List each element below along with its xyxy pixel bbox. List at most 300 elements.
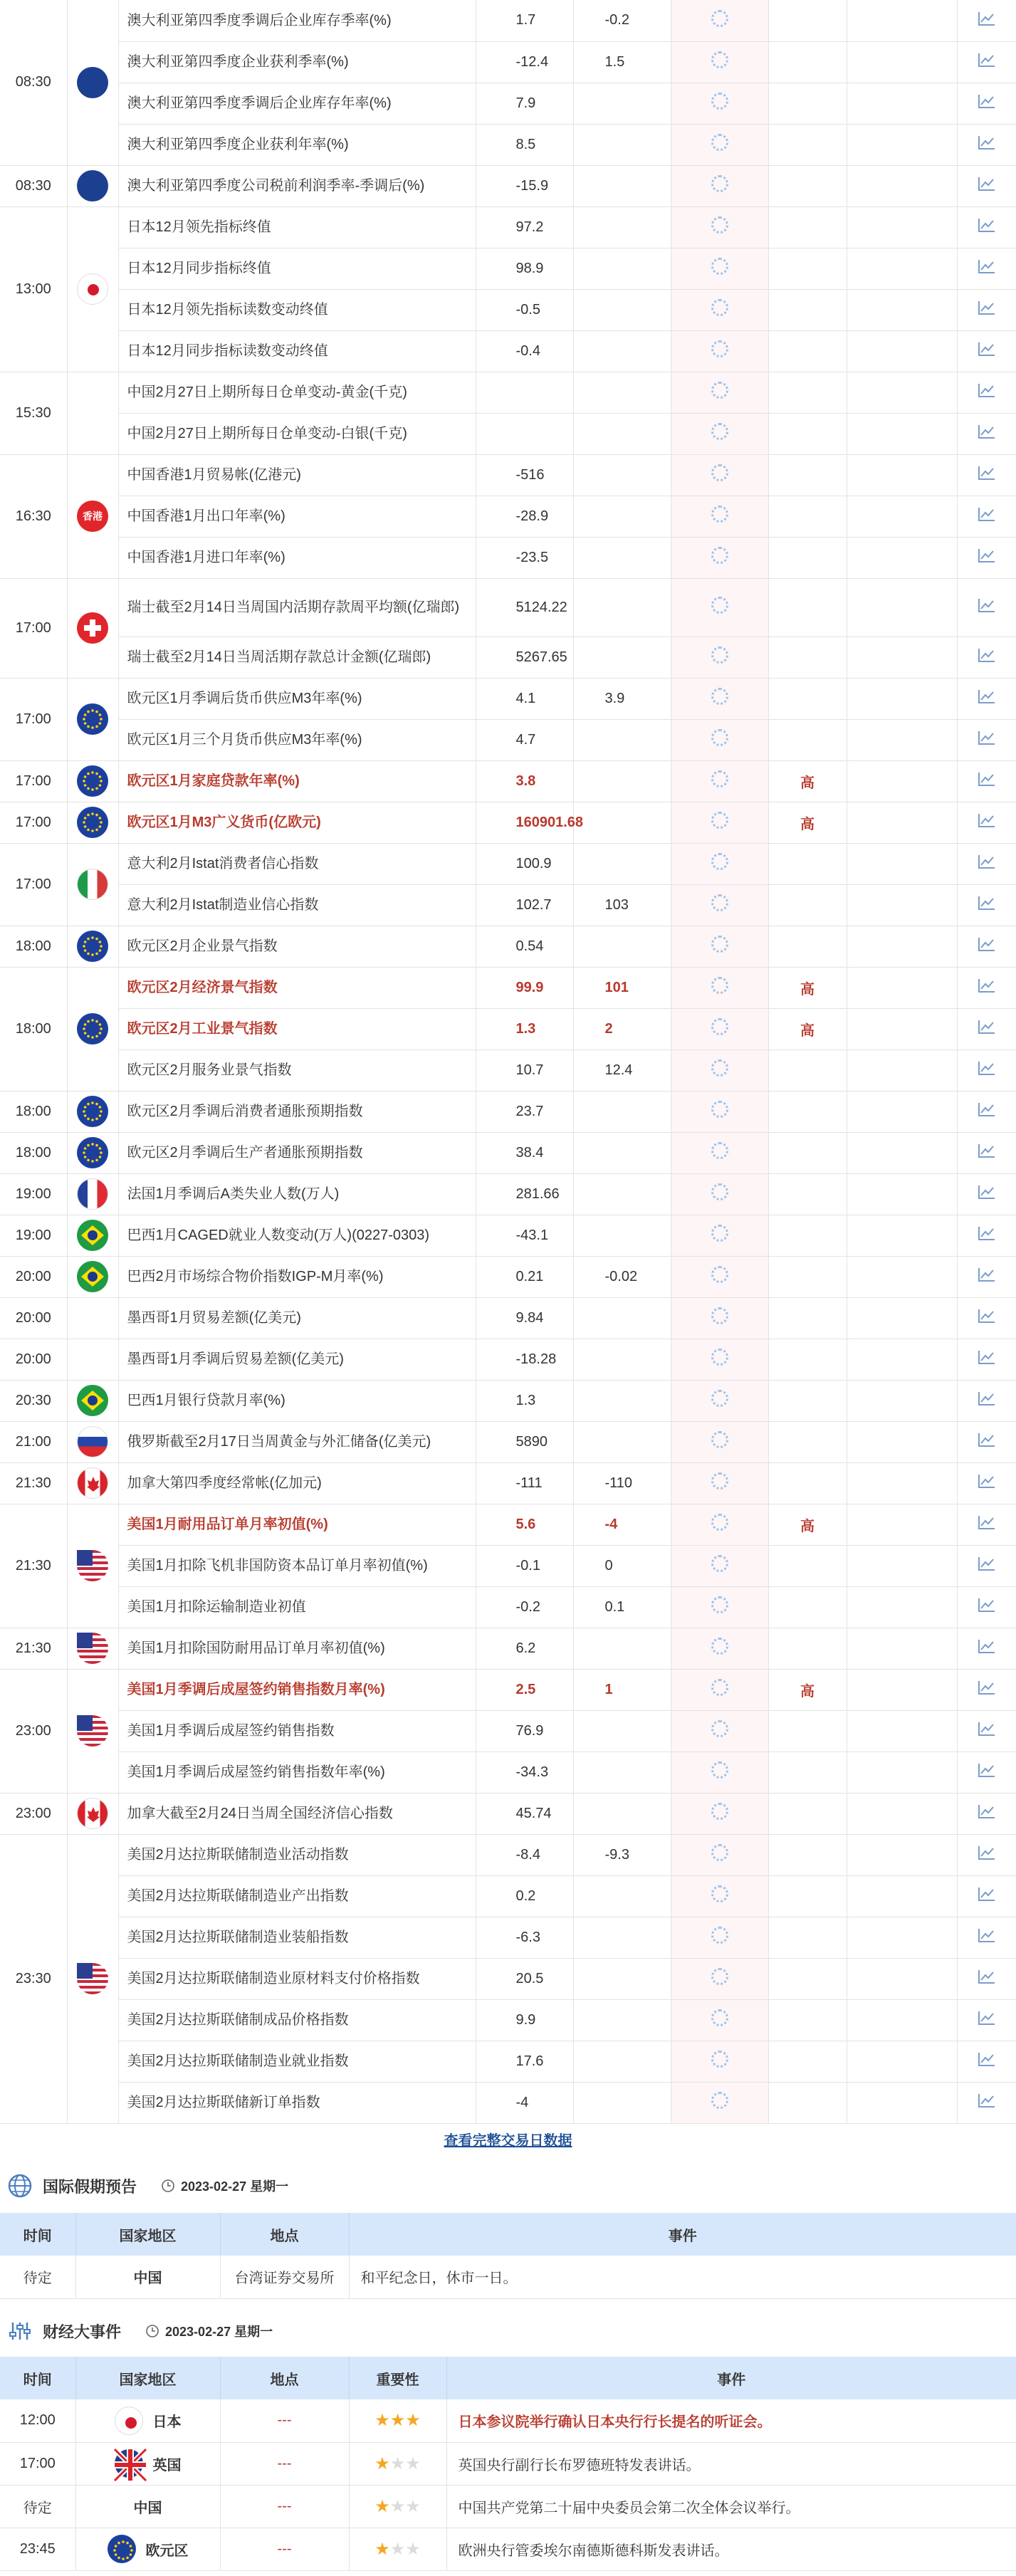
indicator-row[interactable] (0, 206, 1016, 248)
indicator-row[interactable] (0, 578, 1016, 637)
chart-icon[interactable] (978, 854, 996, 869)
previous-value (476, 372, 573, 413)
loading-spinner-icon (711, 299, 728, 316)
forecast-value (573, 926, 671, 967)
importance-label (768, 578, 847, 637)
chart-cell[interactable] (957, 165, 1016, 206)
chart-icon[interactable] (978, 258, 996, 274)
indicator-row[interactable] (0, 884, 1016, 926)
chart-icon[interactable] (978, 1225, 996, 1241)
chart-icon[interactable] (978, 52, 996, 68)
indicator-name[interactable]: 美国1月扣除国防耐用品订单月率初值(%) (118, 1628, 476, 1669)
chart-icon[interactable] (978, 1762, 996, 1778)
chart-icon[interactable] (978, 1391, 996, 1406)
indicator-name[interactable]: 美国2月达拉斯联储制造业就业指数 (118, 2041, 476, 2082)
chart-cell[interactable] (957, 578, 1016, 637)
empty-cell (847, 372, 957, 413)
loading-spinner-icon (711, 1472, 728, 1489)
indicator-row[interactable] (0, 1834, 1016, 1875)
chart-cell[interactable] (957, 1586, 1016, 1628)
chart-icon[interactable] (978, 1143, 996, 1158)
chart-icon[interactable] (978, 2010, 996, 2026)
indicator-name[interactable]: 澳大利亚第四季度公司税前利润季率-季调后(%) (118, 165, 476, 206)
indicator-name[interactable]: 美国2月达拉斯联储制造业装船指数 (118, 1917, 476, 1958)
country-flag-cell (67, 1215, 118, 1256)
empty-cell (847, 1256, 957, 1297)
indicator-name[interactable]: 美国1月季调后成屋签约销售指数月率(%) (118, 1669, 476, 1710)
indicator-row[interactable] (0, 1504, 1016, 1545)
chart-cell[interactable] (957, 1628, 1016, 1669)
chart-cell[interactable] (957, 884, 1016, 926)
forecast-value: 101 (573, 967, 671, 1008)
previous-value: -23.5 (476, 537, 573, 578)
indicator-name[interactable]: 欧元区1月三个月货币供应M3年率(%) (118, 719, 476, 760)
loading-spinner-icon (711, 894, 728, 911)
forecast-value (573, 1173, 671, 1215)
chart-icon[interactable] (978, 217, 996, 233)
actual-value-cell (671, 372, 768, 413)
chart-icon[interactable] (978, 506, 996, 522)
indicator-name[interactable]: 欧元区2月经济景气指数 (118, 967, 476, 1008)
chart-cell[interactable] (957, 1545, 1016, 1586)
country-flag-cell (67, 1297, 118, 1339)
indicator-row[interactable] (0, 1793, 1016, 1834)
release-time: 18:00 (0, 926, 67, 967)
chart-cell[interactable] (957, 1752, 1016, 1793)
indicator-row[interactable] (0, 1380, 1016, 1421)
chart-icon[interactable] (978, 1680, 996, 1695)
russia-flag-icon (77, 1426, 108, 1457)
indicator-row[interactable] (0, 1710, 1016, 1752)
loading-spinner-icon (711, 1349, 728, 1366)
chart-icon[interactable] (978, 1927, 996, 1943)
chart-icon[interactable] (978, 936, 996, 952)
forecast-value (573, 165, 671, 206)
indicator-row[interactable] (0, 1628, 1016, 1669)
indicator-row[interactable] (0, 719, 1016, 760)
previous-value: 6.2 (476, 1628, 573, 1669)
previous-value: 99.9 (476, 967, 573, 1008)
chart-icon[interactable] (978, 730, 996, 745)
chart-icon[interactable] (978, 548, 996, 563)
previous-value: 102.7 (476, 884, 573, 926)
indicator-row[interactable] (0, 330, 1016, 372)
indicator-name[interactable]: 美国1月扣除飞机非国防资本品订单月率初值(%) (118, 1545, 476, 1586)
importance-label (768, 1339, 847, 1380)
eu-flag-icon (77, 1013, 108, 1044)
indicator-name[interactable]: 意大利2月Istat制造业信心指数 (118, 884, 476, 926)
empty-cell (847, 1173, 957, 1215)
loading-spinner-icon (711, 977, 728, 994)
importance-label (768, 2082, 847, 2123)
indicator-name[interactable]: 日本12月领先指标终值 (118, 206, 476, 248)
country-flag-cell (67, 1421, 118, 1462)
indicator-row[interactable] (0, 802, 1016, 843)
loading-spinner-icon (711, 1307, 728, 1324)
chart-cell[interactable] (957, 1793, 1016, 1834)
importance-label (768, 496, 847, 537)
indicator-name[interactable]: 欧元区2月季调后消费者通胀预期指数 (118, 1091, 476, 1132)
chart-icon[interactable] (978, 465, 996, 481)
indicator-row[interactable] (0, 248, 1016, 289)
indicator-name[interactable]: 美国1月扣除运输制造业初值 (118, 1586, 476, 1628)
chart-icon[interactable] (978, 1267, 996, 1282)
star-icon: ★ (375, 2496, 390, 2516)
indicator-name[interactable]: 中国2月27日上期所每日仓单变动-白银(千克) (118, 413, 476, 454)
view-full-data-link[interactable]: 查看完整交易日数据 (444, 2133, 572, 2149)
chart-icon[interactable] (978, 1349, 996, 1365)
indicator-name[interactable]: 美国2月达拉斯联储制造业产出指数 (118, 1875, 476, 1917)
chart-icon[interactable] (978, 424, 996, 439)
forecast-value (573, 248, 671, 289)
chart-cell[interactable] (957, 1958, 1016, 1999)
indicator-row[interactable] (0, 1958, 1016, 1999)
chart-cell[interactable] (957, 719, 1016, 760)
release-time: 23:30 (0, 1834, 67, 2123)
holiday-time: 待定 (0, 2256, 75, 2298)
indicator-row[interactable] (0, 454, 1016, 496)
country-flag-cell (67, 1504, 118, 1628)
indicator-row[interactable] (0, 760, 1016, 802)
importance-label (768, 41, 847, 83)
chart-cell[interactable] (957, 454, 1016, 496)
chart-icon[interactable] (978, 978, 996, 993)
empty-cell (847, 206, 957, 248)
chart-cell[interactable] (957, 413, 1016, 454)
indicator-row[interactable] (0, 1008, 1016, 1049)
chart-icon[interactable] (978, 1184, 996, 1200)
chart-cell[interactable] (957, 289, 1016, 330)
indicator-row[interactable] (0, 496, 1016, 537)
chart-icon[interactable] (978, 1803, 996, 1819)
eu-flag-icon (77, 765, 108, 797)
chart-icon[interactable] (978, 1845, 996, 1860)
chart-cell[interactable] (957, 843, 1016, 884)
indicator-name[interactable]: 欧元区1月季调后货币供应M3年率(%) (118, 678, 476, 719)
chart-cell[interactable] (957, 2041, 1016, 2082)
importance-label (768, 1834, 847, 1875)
indicator-row[interactable] (0, 2041, 1016, 2082)
indicator-name[interactable]: 欧元区2月季调后生产者通胀预期指数 (118, 1132, 476, 1173)
chart-icon[interactable] (978, 1721, 996, 1737)
forecast-value (573, 802, 671, 843)
actual-value-cell (671, 1380, 768, 1421)
chart-icon[interactable] (978, 2051, 996, 2067)
chart-cell[interactable] (957, 1091, 1016, 1132)
previous-value: 17.6 (476, 2041, 573, 2082)
chart-cell[interactable] (957, 1008, 1016, 1049)
chart-cell[interactable] (957, 1875, 1016, 1917)
chart-cell[interactable] (957, 2082, 1016, 2123)
indicator-name[interactable]: 意大利2月Istat消费者信心指数 (118, 843, 476, 884)
previous-value: 3.8 (476, 760, 573, 802)
indicator-row[interactable] (0, 1421, 1016, 1462)
indicator-name[interactable]: 美国1月季调后成屋签约销售指数年率(%) (118, 1752, 476, 1793)
chart-icon[interactable] (978, 1473, 996, 1489)
loading-spinner-icon (711, 423, 728, 440)
chart-cell[interactable] (957, 1173, 1016, 1215)
forecast-value: -0.2 (573, 0, 671, 41)
indicator-name[interactable]: 澳大利亚第四季度企业获利年率(%) (118, 124, 476, 165)
chart-icon[interactable] (978, 2093, 996, 2108)
actual-value-cell (671, 83, 768, 124)
previous-value: 5890 (476, 1421, 573, 1462)
chart-cell[interactable] (957, 330, 1016, 372)
indicator-name[interactable]: 美国2月达拉斯联储制成品价格指数 (118, 1999, 476, 2041)
chart-cell[interactable] (957, 1421, 1016, 1462)
release-time: 17:00 (0, 802, 67, 843)
brazil-flag-icon (77, 1220, 108, 1251)
event-place: --- (220, 2528, 349, 2570)
chart-icon[interactable] (978, 1432, 996, 1447)
chart-cell[interactable] (957, 248, 1016, 289)
previous-value: -28.9 (476, 496, 573, 537)
indicator-name[interactable]: 欧元区2月工业景气指数 (118, 1008, 476, 1049)
chart-icon[interactable] (978, 176, 996, 192)
chart-cell[interactable] (957, 1049, 1016, 1091)
event-time: 12:00 (0, 2399, 75, 2442)
indicator-name[interactable]: 巴西2月市场综合物价指数IGP-M月率(%) (118, 1256, 476, 1297)
chart-cell[interactable] (957, 926, 1016, 967)
indicator-row[interactable] (0, 1462, 1016, 1504)
indicator-row[interactable] (0, 1173, 1016, 1215)
indicator-row[interactable] (0, 1297, 1016, 1339)
chart-cell[interactable] (957, 1917, 1016, 1958)
indicator-row[interactable] (0, 1339, 1016, 1380)
indicator-name[interactable]: 美国2月达拉斯联储制造业原材料支付价格指数 (118, 1958, 476, 1999)
indicator-name[interactable]: 法国1月季调后A类失业人数(万人) (118, 1173, 476, 1215)
indicator-name[interactable]: 欧元区1月M3广义货币(亿欧元) (118, 802, 476, 843)
loading-spinner-icon (711, 506, 728, 523)
forecast-value (573, 1628, 671, 1669)
indicator-name[interactable]: 美国2月达拉斯联储新订单指数 (118, 2082, 476, 2123)
indicator-name[interactable]: 美国1月耐用品订单月率初值(%) (118, 1504, 476, 1545)
chart-icon[interactable] (978, 1969, 996, 1984)
previous-value: 98.9 (476, 248, 573, 289)
actual-value-cell (671, 1999, 768, 2041)
event-description: 英国央行副行长布罗德班特发表讲话。 (446, 2442, 1016, 2485)
indicator-name[interactable]: 日本12月领先指标读数变动终值 (118, 289, 476, 330)
indicator-row[interactable] (0, 926, 1016, 967)
country-flag-cell (67, 1256, 118, 1297)
indicator-name[interactable]: 俄罗斯截至2月17日当周黄金与外汇储备(亿美元) (118, 1421, 476, 1462)
chart-icon[interactable] (978, 895, 996, 911)
chart-cell[interactable] (957, 1256, 1016, 1297)
forecast-value (573, 2082, 671, 2123)
globe-icon (6, 2172, 34, 2200)
chart-icon[interactable] (978, 1060, 996, 1076)
chart-icon[interactable] (978, 1101, 996, 1117)
indicator-name[interactable]: 中国香港1月贸易帐(亿港元) (118, 454, 476, 496)
indicator-row[interactable] (0, 1091, 1016, 1132)
indicator-name[interactable]: 中国2月27日上期所每日仓单变动-黄金(千克) (118, 372, 476, 413)
chart-cell[interactable] (957, 0, 1016, 41)
indicator-row[interactable] (0, 83, 1016, 124)
indicator-name[interactable]: 日本12月同步指标读数变动终值 (118, 330, 476, 372)
indicator-name[interactable]: 中国香港1月进口年率(%) (118, 537, 476, 578)
indicator-name[interactable]: 美国2月达拉斯联储制造业活动指数 (118, 1834, 476, 1875)
indicator-name[interactable]: 欧元区2月服务业景气指数 (118, 1049, 476, 1091)
loading-spinner-icon (711, 1596, 728, 1613)
previous-value: 0.54 (476, 926, 573, 967)
indicator-row[interactable] (0, 2082, 1016, 2123)
actual-value-cell (671, 1421, 768, 1462)
country-flag-cell (67, 1173, 118, 1215)
previous-value: 100.9 (476, 843, 573, 884)
previous-value: 7.9 (476, 83, 573, 124)
previous-value: 4.1 (476, 678, 573, 719)
loading-spinner-icon (711, 1225, 728, 1242)
actual-value-cell (671, 1049, 768, 1091)
indicator-name[interactable]: 欧元区1月家庭贷款年率(%) (118, 760, 476, 802)
indicator-name[interactable]: 巴西1月CAGED就业人数变动(万人)(0227-0303) (118, 1215, 476, 1256)
chart-cell[interactable] (957, 1710, 1016, 1752)
indicator-name[interactable]: 巴西1月银行贷款月率(%) (118, 1380, 476, 1421)
chart-icon[interactable] (978, 1597, 996, 1613)
chart-icon[interactable] (978, 1308, 996, 1324)
indicator-name[interactable]: 瑞士截至2月14日当周活期存款总计金额(亿瑞郎) (118, 637, 476, 678)
indicator-row[interactable] (0, 1999, 1016, 2041)
indicator-row[interactable] (0, 637, 1016, 678)
indicator-row[interactable] (0, 41, 1016, 83)
event-column-header: 事件 (446, 2357, 1016, 2399)
indicator-row[interactable] (0, 1256, 1016, 1297)
empty-cell (847, 537, 957, 578)
empty-cell (847, 1297, 957, 1339)
empty-cell (847, 1834, 957, 1875)
chart-icon[interactable] (978, 1514, 996, 1530)
forecast-value: -4 (573, 1504, 671, 1545)
actual-value-cell (671, 289, 768, 330)
indicator-name[interactable]: 瑞士截至2月14日当周国内活期存款周平均额(亿瑞郎) (118, 578, 476, 637)
chart-cell[interactable] (957, 496, 1016, 537)
chart-icon[interactable] (978, 382, 996, 398)
indicator-row[interactable] (0, 1752, 1016, 1793)
indicator-row[interactable] (0, 843, 1016, 884)
indicator-row[interactable] (0, 1049, 1016, 1091)
indicator-row[interactable] (0, 1917, 1016, 1958)
chart-icon[interactable] (978, 11, 996, 26)
indicator-row[interactable] (0, 1132, 1016, 1173)
chart-cell[interactable] (957, 1462, 1016, 1504)
empty-cell (847, 1875, 957, 1917)
chart-cell[interactable] (957, 1132, 1016, 1173)
chart-icon[interactable] (978, 1638, 996, 1654)
chart-cell[interactable] (957, 1834, 1016, 1875)
chart-cell[interactable] (957, 1339, 1016, 1380)
indicator-row[interactable] (0, 1545, 1016, 1586)
chart-cell[interactable] (957, 1215, 1016, 1256)
chart-cell[interactable] (957, 967, 1016, 1008)
loading-spinner-icon (711, 597, 728, 614)
indicator-row[interactable] (0, 372, 1016, 413)
chart-icon[interactable] (978, 771, 996, 787)
forecast-value (573, 760, 671, 802)
loading-spinner-icon (711, 2092, 728, 2109)
chart-icon[interactable] (978, 1019, 996, 1035)
indicator-name[interactable]: 澳大利亚第四季度企业获利季率(%) (118, 41, 476, 83)
chart-cell[interactable] (957, 41, 1016, 83)
chart-cell[interactable] (957, 1999, 1016, 2041)
chart-icon[interactable] (978, 597, 996, 613)
chart-icon[interactable] (978, 1556, 996, 1571)
indicator-name[interactable]: 墨西哥1月季调后贸易差额(亿美元) (118, 1339, 476, 1380)
indicator-row[interactable] (0, 413, 1016, 454)
chart-cell[interactable] (957, 1504, 1016, 1545)
chart-cell[interactable] (957, 124, 1016, 165)
chart-cell[interactable] (957, 206, 1016, 248)
chart-icon[interactable] (978, 812, 996, 828)
chart-cell[interactable] (957, 802, 1016, 843)
importance-label (768, 537, 847, 578)
indicator-row[interactable] (0, 967, 1016, 1008)
indicator-name[interactable]: 日本12月同步指标终值 (118, 248, 476, 289)
previous-value: 20.5 (476, 1958, 573, 1999)
chart-icon[interactable] (978, 300, 996, 315)
indicator-row[interactable] (0, 165, 1016, 206)
indicator-row[interactable] (0, 537, 1016, 578)
indicator-row[interactable] (0, 1875, 1016, 1917)
italy-flag-icon (77, 869, 108, 900)
indicator-name[interactable]: 澳大利亚第四季度季调后企业库存季率(%) (118, 0, 476, 41)
chart-cell[interactable] (957, 1297, 1016, 1339)
chart-icon[interactable] (978, 341, 996, 357)
indicator-name[interactable]: 墨西哥1月贸易差额(亿美元) (118, 1297, 476, 1339)
chart-cell[interactable] (957, 637, 1016, 678)
indicator-name[interactable]: 欧元区2月企业景气指数 (118, 926, 476, 967)
country-flag-cell (67, 454, 118, 578)
importance-label (768, 1256, 847, 1297)
indicator-row[interactable] (0, 678, 1016, 719)
indicator-row[interactable] (0, 1215, 1016, 1256)
indicator-name[interactable]: 澳大利亚第四季度季调后企业库存年率(%) (118, 83, 476, 124)
events-date: 2023-02-27 星期一 (165, 2325, 273, 2339)
chart-icon[interactable] (978, 647, 996, 663)
chart-cell[interactable] (957, 537, 1016, 578)
actual-value-cell (671, 578, 768, 637)
loading-spinner-icon (711, 134, 728, 151)
chart-cell[interactable] (957, 678, 1016, 719)
indicator-name[interactable]: 加拿大截至2月24日当周全国经济信心指数 (118, 1793, 476, 1834)
chart-icon[interactable] (978, 1886, 996, 1902)
chart-cell[interactable] (957, 760, 1016, 802)
chart-cell[interactable] (957, 1380, 1016, 1421)
chart-icon[interactable] (978, 688, 996, 704)
indicator-row[interactable] (0, 1586, 1016, 1628)
loading-spinner-icon (711, 812, 728, 829)
indicator-name[interactable]: 美国1月季调后成屋签约销售指数 (118, 1710, 476, 1752)
event-country (76, 2496, 220, 2517)
indicator-row[interactable] (0, 124, 1016, 165)
indicator-row[interactable] (0, 289, 1016, 330)
country-flag-cell (67, 967, 118, 1091)
indicator-row[interactable] (0, 0, 1016, 41)
chart-cell[interactable] (957, 372, 1016, 413)
star-icon: ★ (405, 2496, 421, 2516)
chart-cell[interactable] (957, 1669, 1016, 1710)
indicator-name[interactable]: 中国香港1月出口年率(%) (118, 496, 476, 537)
chart-icon[interactable] (978, 135, 996, 150)
country-flag-cell (67, 0, 118, 165)
loading-spinner-icon (711, 464, 728, 481)
indicator-name[interactable]: 加拿大第四季度经常帐(亿加元) (118, 1462, 476, 1504)
chart-icon[interactable] (978, 93, 996, 109)
country-flag-cell (67, 1669, 118, 1793)
forecast-value (573, 1132, 671, 1173)
previous-value: 23.7 (476, 1091, 573, 1132)
chart-cell[interactable] (957, 83, 1016, 124)
indicator-row[interactable] (0, 1669, 1016, 1710)
